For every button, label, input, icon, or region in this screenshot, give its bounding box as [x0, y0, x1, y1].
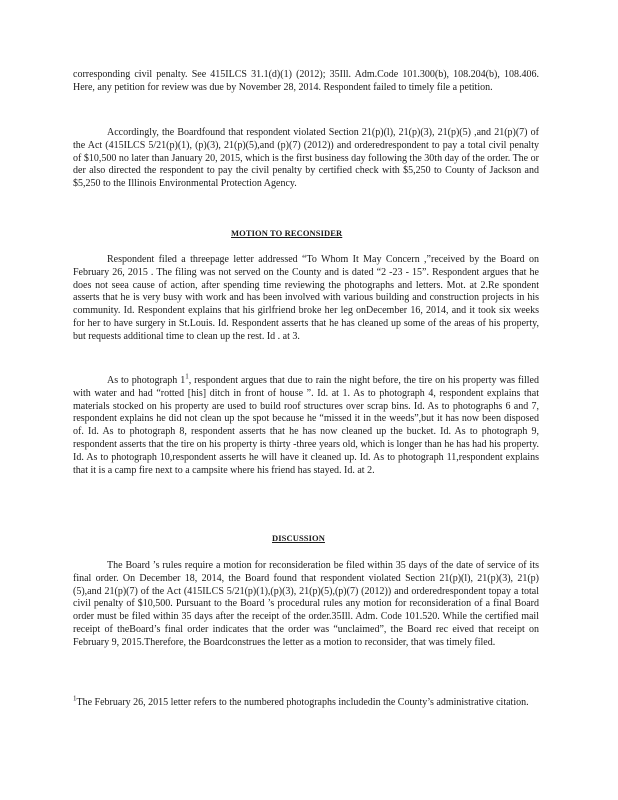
footnote-reference: 1 — [185, 372, 189, 381]
paragraph-discussion: The Board ’s rules require a motion for reconsideration be filed within 35 days of the date of service of its final order. On December 18, 2014, the Board found that respondent violated Section 21(p)(l), 21(p)(3), 21(p)(5),and 21(p)(7) of the Act (415ILCS 5/21(p)(1),(p)(3), 21(p)(5),(p)(7) (2012)) and orderedrespondent topay a total civil penalty of $10,500. Pursuant to the Board ’s procedural rules any motion for reconsideration of a final Board order must be filed within 35 days after the receipt of the order.35Ill. Adm. Code 101.520. While the certified mail receipt of theBoard’s final order indicates that the order was “unclaimed”, the Board rec eived that receipt on February 9, 2015.Therefore, the Boardconstrues the letter as a motion to reconsider, that was timely filed. — [73, 560, 539, 648]
paragraph-accordingly: Accordingly, the Boardfound that respondent violated Section 21(p)(l), 21(p)(3), 21(p)(5) ,and 21(p)(7) of the Act (415ILCS 5/21(p)(1), (p)(3), 21(p)(5),and (p)(7) (2012)) and orderedrespondent to pay a total civil penalty of $10,500 no later than January 20, 2015, which is the first business day following the 30th day of the order. The or der also directed the respondent to pay the civil penalty by certified check with $5,250 to County of Jackson and $5,250 to the Illinois Environmental Protection Agency. — [73, 127, 539, 190]
heading-discussion: DISCUSSION — [272, 533, 325, 543]
paragraph-motion: Respondent filed a threepage letter addressed “To Whom It May Concern ,”received by the Board on February 26, 2015 . The filing was not served on the County and is dated “2 -23 - 15”. Respondent argues that he does not seea cause of action, after spending time reviewing the photographs and letters. Mot. at 2.Re spondent asserts that he is very busy with work and has been involved with various building and construction projects in his community. Id. Respondent explains that his girlfriend broke her leg onDecember 16, 2014, and it took six weeks for her to have surgery in St.Louis. Id. Respondent asserts that he has cleaned up some of the areas of his property, but requests additional time to clean up the rest. Id . at 3. — [73, 254, 539, 342]
paragraph-intro: corresponding civil penalty. See 415ILCS 31.1(d)(1) (2012); 35Ill. Adm.Code 101.300(b), 108.204(b), 108.406. Here, any petition for review was due by November 28, 2014. Respondent failed to timely file a petition. — [73, 69, 539, 93]
footnote-text: The February 26, 2015 letter refers to the numbered photographs includedin the County’s administrative citation. — [76, 697, 529, 708]
heading-motion-to-reconsider: MOTION TO RECONSIDER — [231, 228, 343, 238]
paragraph-photographs — [73, 372, 539, 477]
footnote-mark: 1 — [73, 694, 77, 703]
footnote — [73, 696, 539, 709]
paragraph-photographs-rest: , respondent argues that due to rain the night before, the tire on his property was filled with water and had “rotted [his] ditch in front of house ”. Id. at 1. As to photograph 4, respondent explains that materials stocked on his property are used to build roof structures over scrap bins. Id. As to photographs 6 and 7, respondent explains he did not clean up the spot because he “missed it in the weeds”,but it has now been disposed of. Id. As to photograph 8, respondent asserts that he has now cleaned up the bucket. Id. As to photograph 9, respondent asserts that the tire on his property is thirty -three years old, which is longer than he has had his property. Id. As to photograph 10,respondent asserts he will have it cleaned up. Id. As to photograph 11,respondent explains that it is a camp fire next to a campsite where his friend has stayed. Id. at 2. — [73, 375, 539, 476]
paragraph-photographs-start: As to photograph 1 — [107, 375, 186, 386]
